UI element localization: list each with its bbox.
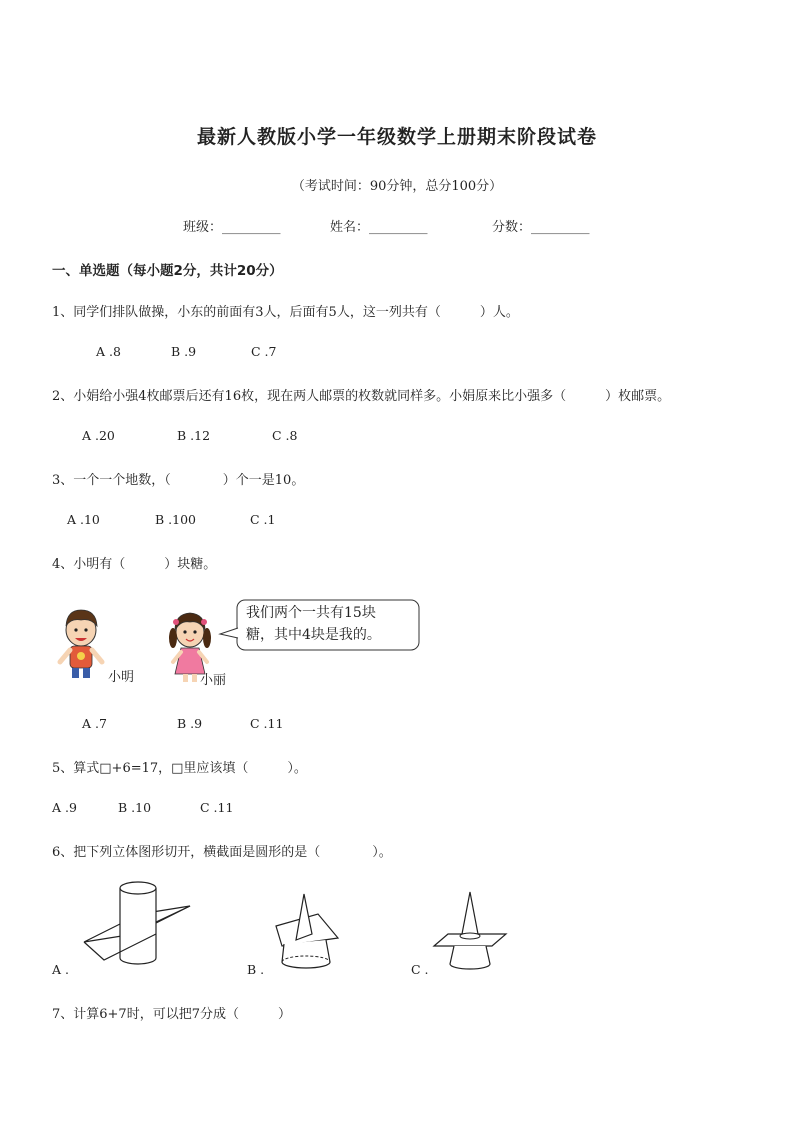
class-field: 班级：_________	[183, 220, 281, 235]
score-field: 分数：_________	[492, 220, 590, 235]
q4-option-b: B .9	[177, 716, 203, 731]
speech-line-1: 我们两个一共有15块	[246, 605, 376, 621]
q6-option-b: B .	[247, 962, 265, 977]
q3-option-a: A .10	[67, 512, 100, 527]
cone-slant-cut-figure	[268, 890, 348, 970]
question-3: 3、一个一个地数，（ ）个一是10。	[52, 473, 305, 488]
question-2: 2、小娟给小强4枚邮票后还有16枚，现在两人邮票的枚数就同样多。小娟原来比小强多（ ）枚邮票。	[52, 389, 671, 404]
question-1: 1、同学们排队做操，小东的前面有3人，后面有5人，这一列共有（ ）人。	[52, 305, 519, 320]
q2-option-a: A .20	[82, 428, 115, 443]
q3-option-c: C .1	[250, 512, 276, 527]
q4-option-c: C .11	[250, 716, 284, 731]
q2-option-c: C .8	[272, 428, 298, 443]
exam-subtitle: （考试时间：90分钟，总分100分）	[291, 179, 503, 194]
section-title: 一、单选题（每小题2分，共计20分）	[52, 263, 283, 279]
q1-option-c: C .7	[251, 344, 277, 359]
q2-option-b: B .12	[177, 428, 211, 443]
q5-option-a: A .9	[52, 800, 77, 815]
q5-option-b: B .10	[118, 800, 152, 815]
page-title: 最新人教版小学一年级数学上册期末阶段试卷	[196, 126, 597, 148]
girl-name-label: 小丽	[200, 673, 227, 688]
question-6: 6、把下列立体图形切开，横截面是圆形的是（ ）。	[52, 845, 392, 860]
cylinder-cut-figure	[80, 876, 192, 972]
q6-option-c: C .	[411, 962, 429, 977]
q6-option-a: A .	[52, 962, 69, 977]
q3-option-b: B .100	[155, 512, 196, 527]
question-5: 5、算式□+6=17，□里应该填（ ）。	[52, 761, 307, 776]
q1-option-b: B .9	[171, 344, 197, 359]
boy-name-label: 小明	[108, 670, 135, 685]
boy-figure	[60, 610, 102, 678]
cone-horizontal-cut-figure	[430, 888, 510, 970]
question-7: 7、计算6+7时，可以把7分成（ ）	[52, 1007, 291, 1022]
q1-option-a: A .8	[96, 344, 121, 359]
q4-option-a: A .7	[82, 716, 107, 731]
speech-line-2: 糖，其中4块是我的。	[246, 627, 381, 643]
q5-option-c: C .11	[200, 800, 234, 815]
name-field: 姓名：_________	[330, 220, 428, 235]
question-4: 4、小明有（ ）块糖。	[52, 557, 217, 572]
